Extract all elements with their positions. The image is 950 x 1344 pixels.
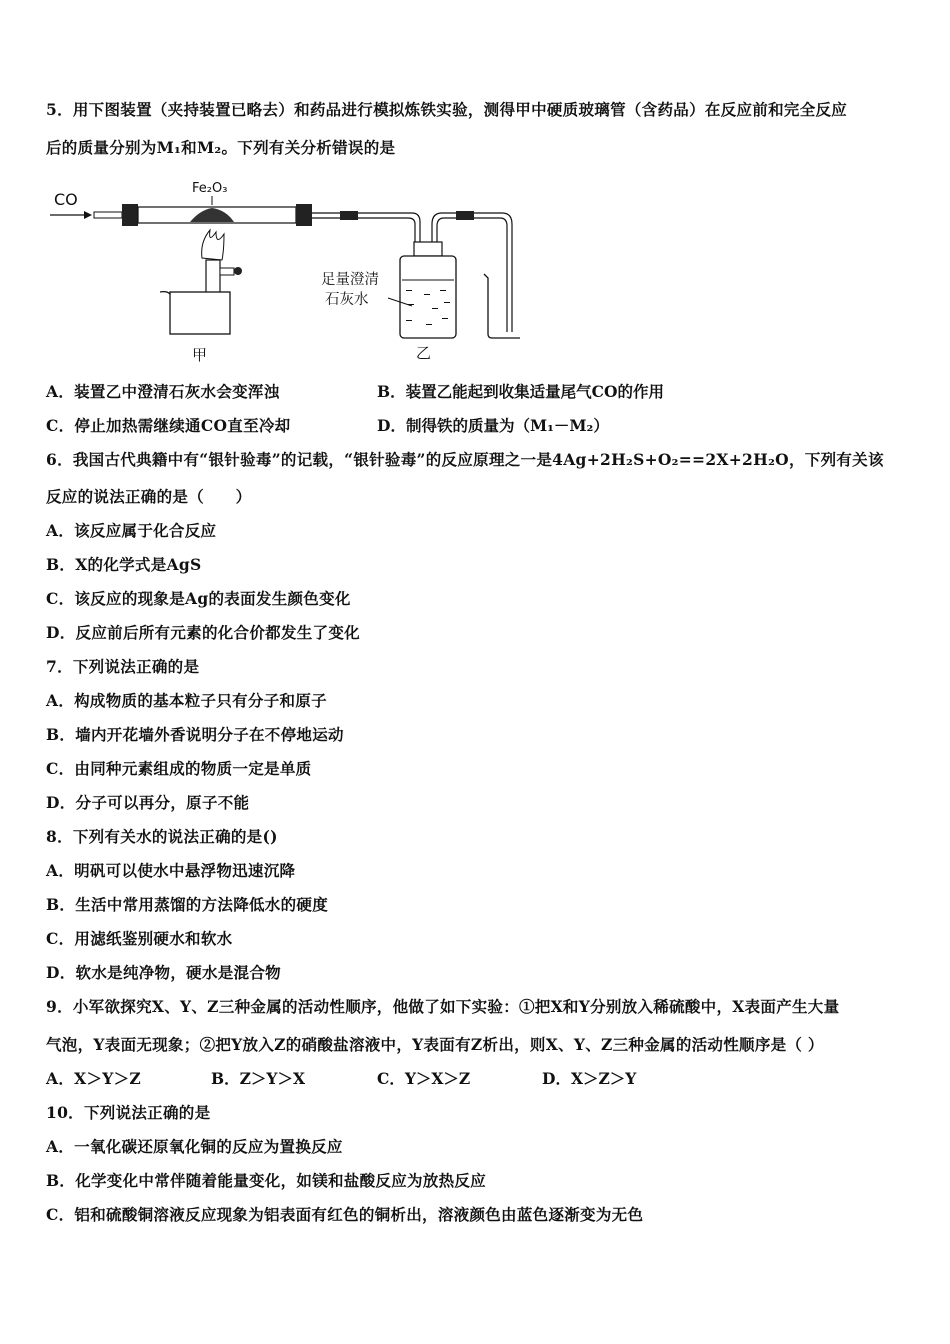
q5-option-c[interactable]: C．停止加热需继续通CO直至冷却 bbox=[46, 416, 291, 435]
bottle-neck bbox=[414, 242, 442, 256]
q10-option-a[interactable]: A．一氧化碳还原氧化铜的反应为置换反应 bbox=[46, 1137, 343, 1156]
q7-option-a[interactable]: A．构成物质的基本粒子只有分子和原子 bbox=[46, 691, 327, 710]
q7-option-c[interactable]: C．由同种元素组成的物质一定是单质 bbox=[46, 759, 312, 778]
q5-apparatus-diagram bbox=[40, 172, 520, 367]
q8-option-c[interactable]: C．用滤纸鉴别硬水和软水 bbox=[46, 929, 233, 948]
q8-stem: 8．下列有关水的说法正确的是() bbox=[46, 827, 278, 846]
q6-option-a[interactable]: A．该反应属于化合反应 bbox=[46, 521, 217, 540]
q6-option-b[interactable]: B．X的化学式是AgS bbox=[46, 555, 202, 574]
q8-option-d[interactable]: D．软水是纯净物，硬水是混合物 bbox=[46, 963, 281, 982]
yi-label: 乙 bbox=[416, 344, 432, 362]
co-label: CO bbox=[54, 190, 78, 209]
right-stopper bbox=[296, 204, 312, 226]
inlet-tube bbox=[94, 212, 122, 218]
q9-option-b[interactable]: B．Z＞Y＞X bbox=[211, 1069, 306, 1088]
q7-option-b[interactable]: B．墙内开花墙外香说明分子在不停地运动 bbox=[46, 725, 344, 744]
limewater-label-line1: 足量澄清 bbox=[321, 272, 379, 288]
rubber-joint-2 bbox=[456, 211, 474, 220]
burner-base bbox=[170, 292, 230, 334]
q10-option-b[interactable]: B．化学变化中常伴随着能量变化，如镁和盐酸反应为放热反应 bbox=[46, 1171, 487, 1190]
q5-option-b[interactable]: B．装置乙能起到收集适量尾气CO的作用 bbox=[377, 382, 664, 401]
q7-stem: 7．下列说法正确的是 bbox=[46, 657, 200, 676]
bottle-body bbox=[400, 256, 456, 338]
q9-stem-line1: 9．小军欲探究X、Y、Z三种金属的活动性顺序，他做了如下实验：①把X和Y分别放入稀硫酸中，X表面产生大量 bbox=[46, 997, 840, 1016]
burner-flame bbox=[202, 230, 224, 260]
burner-column bbox=[206, 260, 220, 294]
beaker bbox=[484, 274, 520, 338]
co-arrowhead bbox=[84, 211, 92, 219]
q8-option-b[interactable]: B．生活中常用蒸馏的方法降低水的硬度 bbox=[46, 895, 329, 914]
q5-stem-line1: 5．用下图装置（夹持装置已略去）和药品进行模拟炼铁实验，测得甲中硬质玻璃管（含药品）在反应前和完全反应 bbox=[46, 100, 848, 119]
q6-option-c[interactable]: C．该反应的现象是Ag的表面发生颜色变化 bbox=[46, 589, 351, 608]
q9-option-c[interactable]: C．Y＞X＞Z bbox=[377, 1069, 471, 1088]
q8-option-a[interactable]: A．明矾可以使水中悬浮物迅速沉降 bbox=[46, 861, 296, 880]
rubber-joint-1 bbox=[340, 211, 358, 220]
q6-option-d[interactable]: D．反应前后所有元素的化合价都发生了变化 bbox=[46, 623, 360, 642]
q5-stem-line2: 后的质量分别为M₁和M₂。下列有关分析错误的是 bbox=[46, 138, 396, 157]
q5-option-a[interactable]: A．装置乙中澄清石灰水会变浑浊 bbox=[46, 382, 280, 401]
q9-option-d[interactable]: D．X＞Z＞Y bbox=[542, 1069, 637, 1088]
q5-option-d[interactable]: D．制得铁的质量为（M₁－M₂） bbox=[377, 416, 609, 435]
fe2o3-powder bbox=[190, 208, 234, 222]
fe2o3-label: Fe₂O₃ bbox=[192, 181, 228, 196]
burner-valve-knob bbox=[234, 267, 242, 275]
burner-valve-stem bbox=[220, 268, 234, 275]
q10-stem: 10．下列说法正确的是 bbox=[46, 1103, 211, 1122]
q6-stem-line2: 反应的说法正确的是（ ） bbox=[46, 487, 252, 506]
left-stopper bbox=[122, 204, 138, 226]
q6-stem-line1: 6．我国古代典籍中有“银针验毒”的记载，“银针验毒”的反应原理之一是4Ag+2H₂S+O₂==2X+2H₂O，下列有关该 bbox=[46, 450, 884, 469]
limewater-label-line2: 石灰水 bbox=[325, 292, 369, 308]
jia-label: 甲 bbox=[192, 346, 208, 364]
q7-option-d[interactable]: D．分子可以再分，原子不能 bbox=[46, 793, 250, 812]
q10-option-c[interactable]: C．铝和硫酸铜溶液反应现象为铝表面有红色的铜析出，溶液颜色由蓝色逐渐变为无色 bbox=[46, 1205, 644, 1224]
q9-stem-line2: 气泡，Y表面无现象；②把Y放入Z的硝酸盐溶液中，Y表面有Z析出，则X、Y、Z三种金属的活动性顺序是（ ） bbox=[46, 1035, 824, 1054]
q9-option-a[interactable]: A．X＞Y＞Z bbox=[46, 1069, 142, 1088]
